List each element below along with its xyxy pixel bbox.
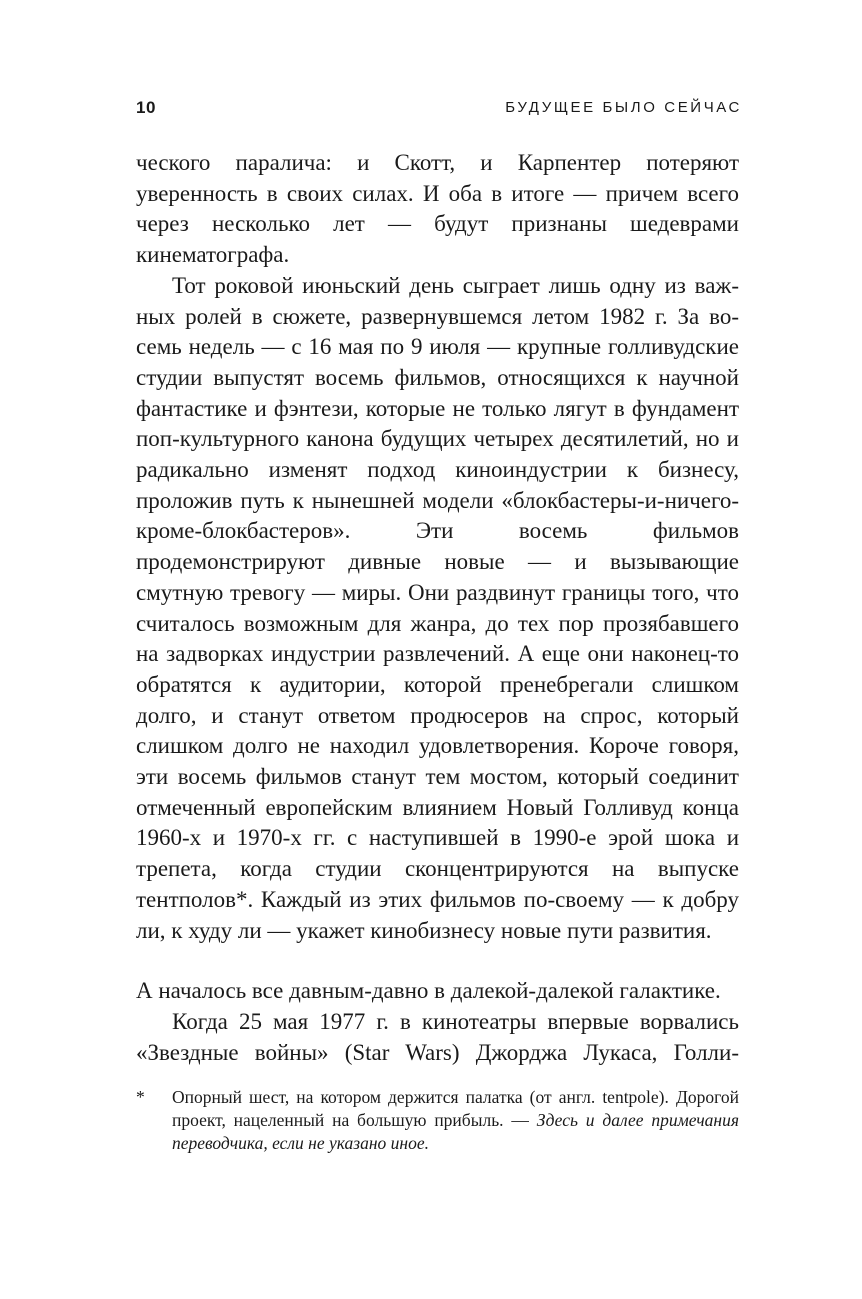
footnote-italic-note: Здесь и далее примечания переводчика, если не указано иное.: [172, 1110, 739, 1153]
paragraph-star-wars: Когда 25 мая 1977 г. в кинотеатры впервые ворвались «Звездные войны» (Star Wars) Джорджа Лукаса, Голли-: [136, 1008, 739, 1065]
paragraph-continuation: ческого паралича: и Скотт, и Карпентер потеряют уверенность в своих силах. И оба в итоге — причем всего через несколько лет — будут признаны шедеврами кинематографа.: [136, 150, 739, 268]
paragraph-galaxy: А началось все давным-давно в далекой-далекой галактике.: [136, 978, 721, 1004]
paragraph-main: Тот роковой июньский день сыграет лишь одну из важных ролей в сюжете, развернувшемся летом 1982 г. За восемь недель — с 16 мая по 9 июля — крупные голливудские студии выпустят восемь фильмов, относящихся к научной фантастике и фэнтези, которые не только лягут в фундамент поп-культурного канона будущих четырех десятилетий, но и радикально изменят подход киноиндустрии к бизнесу, проложив путь к нынешней модели «блокбастеры-и-ничего-кроме-блокбастеров». Эти восемь фильмов продемонстрируют дивные новые — и вызывающие смутную тревогу — миры. Они раздвинут границы того, что считалось возможным для жанра, до тех пор прозябавшего на задворках индустрии развлечений. А еще они наконец-то обратятся к аудитории, которой пренебрегали слишком долго, и станут ответом продюсеров на спрос, который слишком долго не находил удовлетворения. Короче говоря, эти восемь фильмов станут тем мостом, который соединит отмеченный европейским влиянием Новый Голливуд конца 1960-х и 1970-х гг. с наступившей в 1990-е эрой шока и трепета, когда студии сконцентрируются на выпуске тентполов*. Каждый из этих фильмов по-своему — к добру ли, к худу ли — укажет кинобизнесу новые пути развития.: [136, 272, 739, 943]
footnote-text: [172, 1086, 739, 1155]
footnote-body: Опорный шест, на котором держится палатка (от англ. tentpole). Дорогой проект, нацеленный на большую прибыль. —: [172, 1087, 739, 1130]
footnote: [136, 1086, 739, 1155]
section-break: [136, 946, 739, 976]
running-title: БУДУЩЕЕ БЫЛО СЕЙЧАС: [505, 99, 742, 116]
page-number: 10: [136, 98, 156, 117]
footnote-marker: *: [136, 1087, 145, 1107]
body-text: [136, 148, 739, 1068]
